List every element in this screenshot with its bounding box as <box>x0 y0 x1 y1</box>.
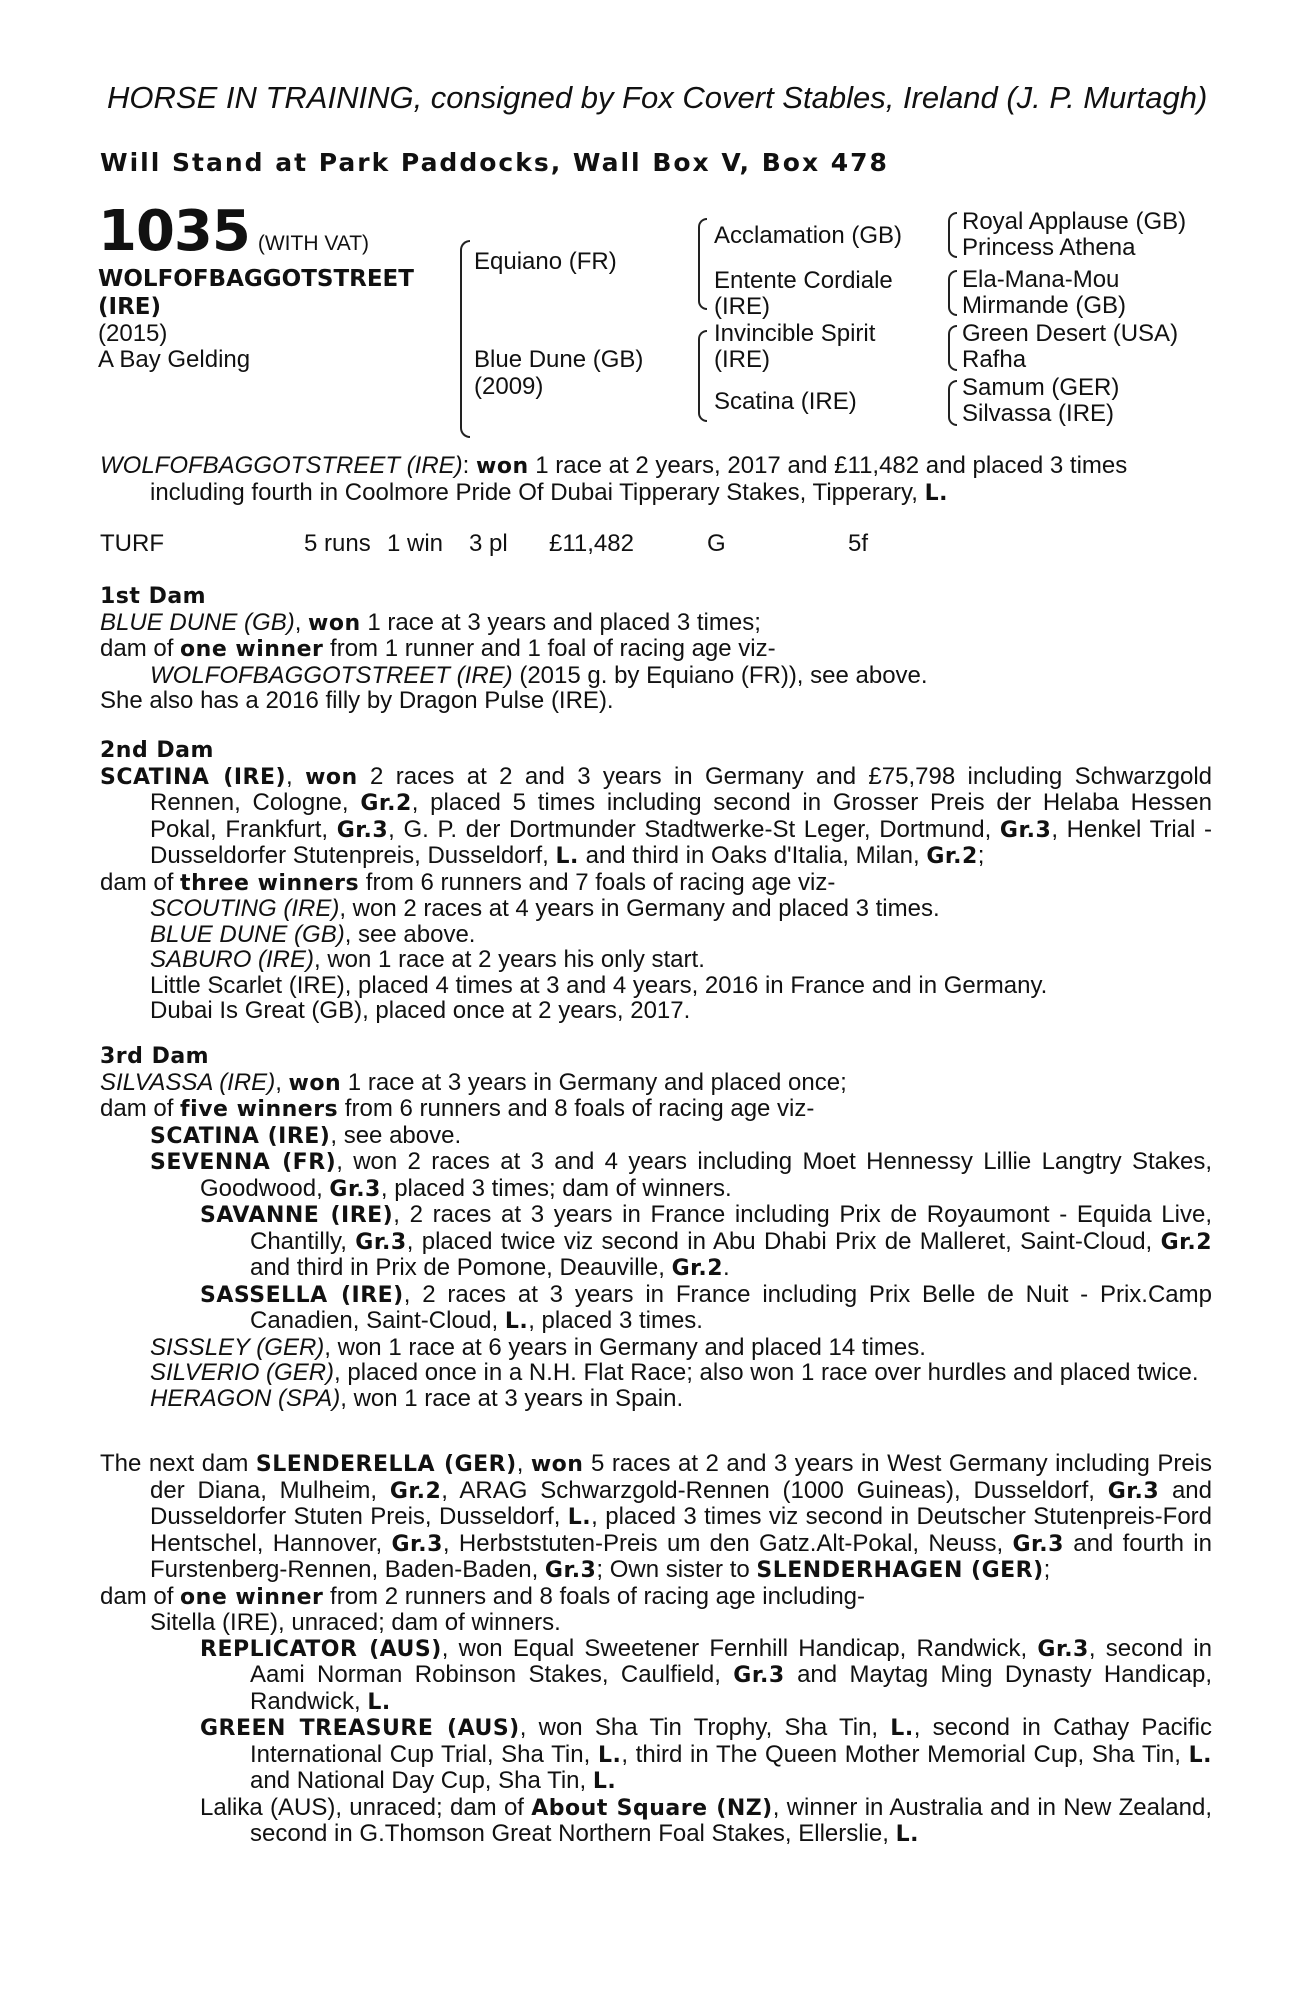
vat-note: (WITH VAT) <box>257 232 370 255</box>
section-heading: 1st Dam <box>100 584 207 609</box>
dam-dam: Scatina (IRE) <box>714 388 857 415</box>
record-surface: TURF <box>100 530 164 557</box>
first-dam-section: 1st Dam BLUE DUNE (GB), won 1 race at 3 years and placed 3 times; dam of one winner from 1 runner and 1 foal of racing age viz- WOLFOFBAGGOTSTREET (IRE) (2015 g. by Equiano (FR)), see above. She also has a 2016 filly by Dragon Pulse (IRE). <box>100 584 928 714</box>
horse-country: (IRE) <box>98 294 162 320</box>
sire-dam-country: (IRE) <box>714 293 770 320</box>
third-dam-section: 3rd Dam SILVASSA (IRE), won 1 race at 3 years in Germany and placed once; dam of five winners from 6 runners and 8 foals of racing age viz- SCATINA (IRE), see above. SEVENNA (FR), won 2 races at 3 and 4 years including Moet Hennessy Lillie Langtry Stakes, Goodwood, Gr.3, placed 3 times; dam of winners. SAVANNE (IRE), 2 races at 3 years in France including Prix de Royaumont - Equida Live, Chantilly, Gr.3, placed twice viz second in Abu Dhabi Prix de Malleret, Saint-Cloud, Gr.2 and third in Prix de Pomone, Deauville, Gr.2. SASSELLA (IRE), 2 races at 3 years in France including Prix Belle de Nuit - Prix.Camp Canadien, Saint-Cloud, L., placed 3 times. SISSLEY (GER), won 1 race at 6 years in Germany and placed 14 times. SILVERIO (GER), placed once in a N.H. Flat Race; also won 1 race over hurdles and placed twice. HERAGON (SPA), won 1 race at 3 years in Spain. <box>100 1044 1213 1412</box>
sire-dam: Entente Cordiale <box>714 267 893 294</box>
section-heading: 2nd Dam <box>100 738 214 763</box>
record-going: G <box>707 530 726 557</box>
lot-number: 1035 <box>98 199 250 264</box>
ss-sire: Royal Applause (GB) <box>962 208 1187 235</box>
dam-year: (2009) <box>474 373 544 400</box>
ds-sire: Green Desert (USA) <box>962 320 1179 347</box>
dd-dam: Silvassa (IRE) <box>962 400 1115 427</box>
ds-dam: Rafha <box>962 346 1027 373</box>
horse-description: A Bay Gelding <box>98 346 251 373</box>
record-placed: 3 pl <box>469 530 508 557</box>
next-dam-section: The next dam SLENDERELLA (GER), won 5 races at 2 and 3 years in West Germany including Preis der Diana, Mulheim, Gr.2, ARAG Schwarzgold-Rennen (1000 Guineas), Dusseldorf, Gr.3 and Dusseldorfer Stuten Preis, Dusseldorf, L., placed 3 times viz second in Deutscher Stutenpreis-Ford Hentschel, Hannover, Gr.3, Herbststuten-Preis um den Gatz.Alt-Pokal, Neuss, Gr.3 and fourth in Furstenberg-Rennen, Baden-Baden, Gr.3; Own sister to SLENDERHAGEN (GER); dam of one winner from 2 runners and 8 foals of racing age including- Sitella (IRE), unraced; dam of winners. REPLICATOR (AUS), won Equal Sweetener Fernhill Handicap, Randwick, Gr.3, second in Aami Norman Robinson Stakes, Caulfield, Gr.3 and Maytag Ming Dynasty Handicap, Randwick, L. GREEN TREASURE (AUS), won Sha Tin Trophy, Sha Tin, L., second in Cathay Pacific International Cup Trial, Sha Tin, L., third in The Queen Mother Memorial Cup, Sha Tin, L. and National Day Cup, Sha Tin, L. Lalika (AUS), unraced; dam of About Square (NZ), winner in Australia and in New Zealand, second in G.Thomson Great Northern Foal Stakes, Ellerslie, L. <box>100 1450 1213 1847</box>
record-distance: 5f <box>848 530 869 557</box>
dd-sire: Samum (GER) <box>962 374 1120 401</box>
pedigree-brace-3 <box>698 330 707 422</box>
lot-block <box>98 199 370 273</box>
dam: Blue Dune (GB) <box>474 346 644 373</box>
dam-sire: Invincible Spirit <box>714 320 876 347</box>
race-summary: WOLFOFBAGGOTSTREET (IRE): won 1 race at 2 years, 2017 and £11,482 and placed 3 times including fourth in Coolmore Pride Of Dubai Tipperary Stakes, Tipperary, L. <box>100 452 1128 506</box>
record-earnings: £11,482 <box>549 530 634 557</box>
ss-dam: Princess Athena <box>962 234 1136 261</box>
stand-location: Will Stand at Park Paddocks, Wall Box V, Box 478 <box>100 148 889 177</box>
sd-sire: Ela-Mana-Mou <box>962 266 1120 293</box>
pedigree-brace-5 <box>948 270 957 316</box>
record-wins: 1 win <box>387 530 444 557</box>
sire: Equiano (FR) <box>474 248 617 275</box>
pedigree-brace-1 <box>460 240 470 438</box>
pedigree-brace-7 <box>948 380 957 426</box>
pedigree-brace-2 <box>698 218 707 310</box>
section-heading: 3rd Dam <box>100 1044 210 1069</box>
second-dam-section: 2nd Dam SCATINA (IRE), won 2 races at 2 and 3 years in Germany and £75,798 including Schwarzgold Rennen, Cologne, Gr.2, placed 5 times including second in Grosser Preis der Helaba Hessen Pokal, Frankfurt, Gr.3, G. P. der Dortmunder Stadtwerke-St Leger, Dortmund, Gr.3, Henkel Trial - Dusseldorfer Stutenpreis, Dusseldorf, L. and third in Oaks d'Italia, Milan, Gr.2; dam of three winners from 6 runners and 7 foals of racing age viz- SCOUTING (IRE), won 2 races at 4 years in Germany and placed 3 times. BLUE DUNE (GB), see above. SABURO (IRE), won 1 race at 2 years his only start. Little Scarlet (IRE), placed 4 times at 3 and 4 years, 2016 in France and in Germany. Dubai Is Great (GB), placed once at 2 years, 2017. <box>100 738 1213 1024</box>
horse-name: WOLFOFBAGGOTSTREET <box>98 266 414 292</box>
foaling-year: (2015) <box>98 320 168 347</box>
pedigree-brace-6 <box>948 325 957 371</box>
dam-sire-country: (IRE) <box>714 346 770 373</box>
record-runs: 5 runs <box>304 530 371 557</box>
sire-sire: Acclamation (GB) <box>714 222 903 249</box>
pedigree-brace-4 <box>948 212 957 258</box>
sd-dam: Mirmande (GB) <box>962 292 1127 319</box>
consignment-header: HORSE IN TRAINING, consigned by Fox Covert Stables, Ireland (J. P. Murtagh) <box>107 80 1208 115</box>
